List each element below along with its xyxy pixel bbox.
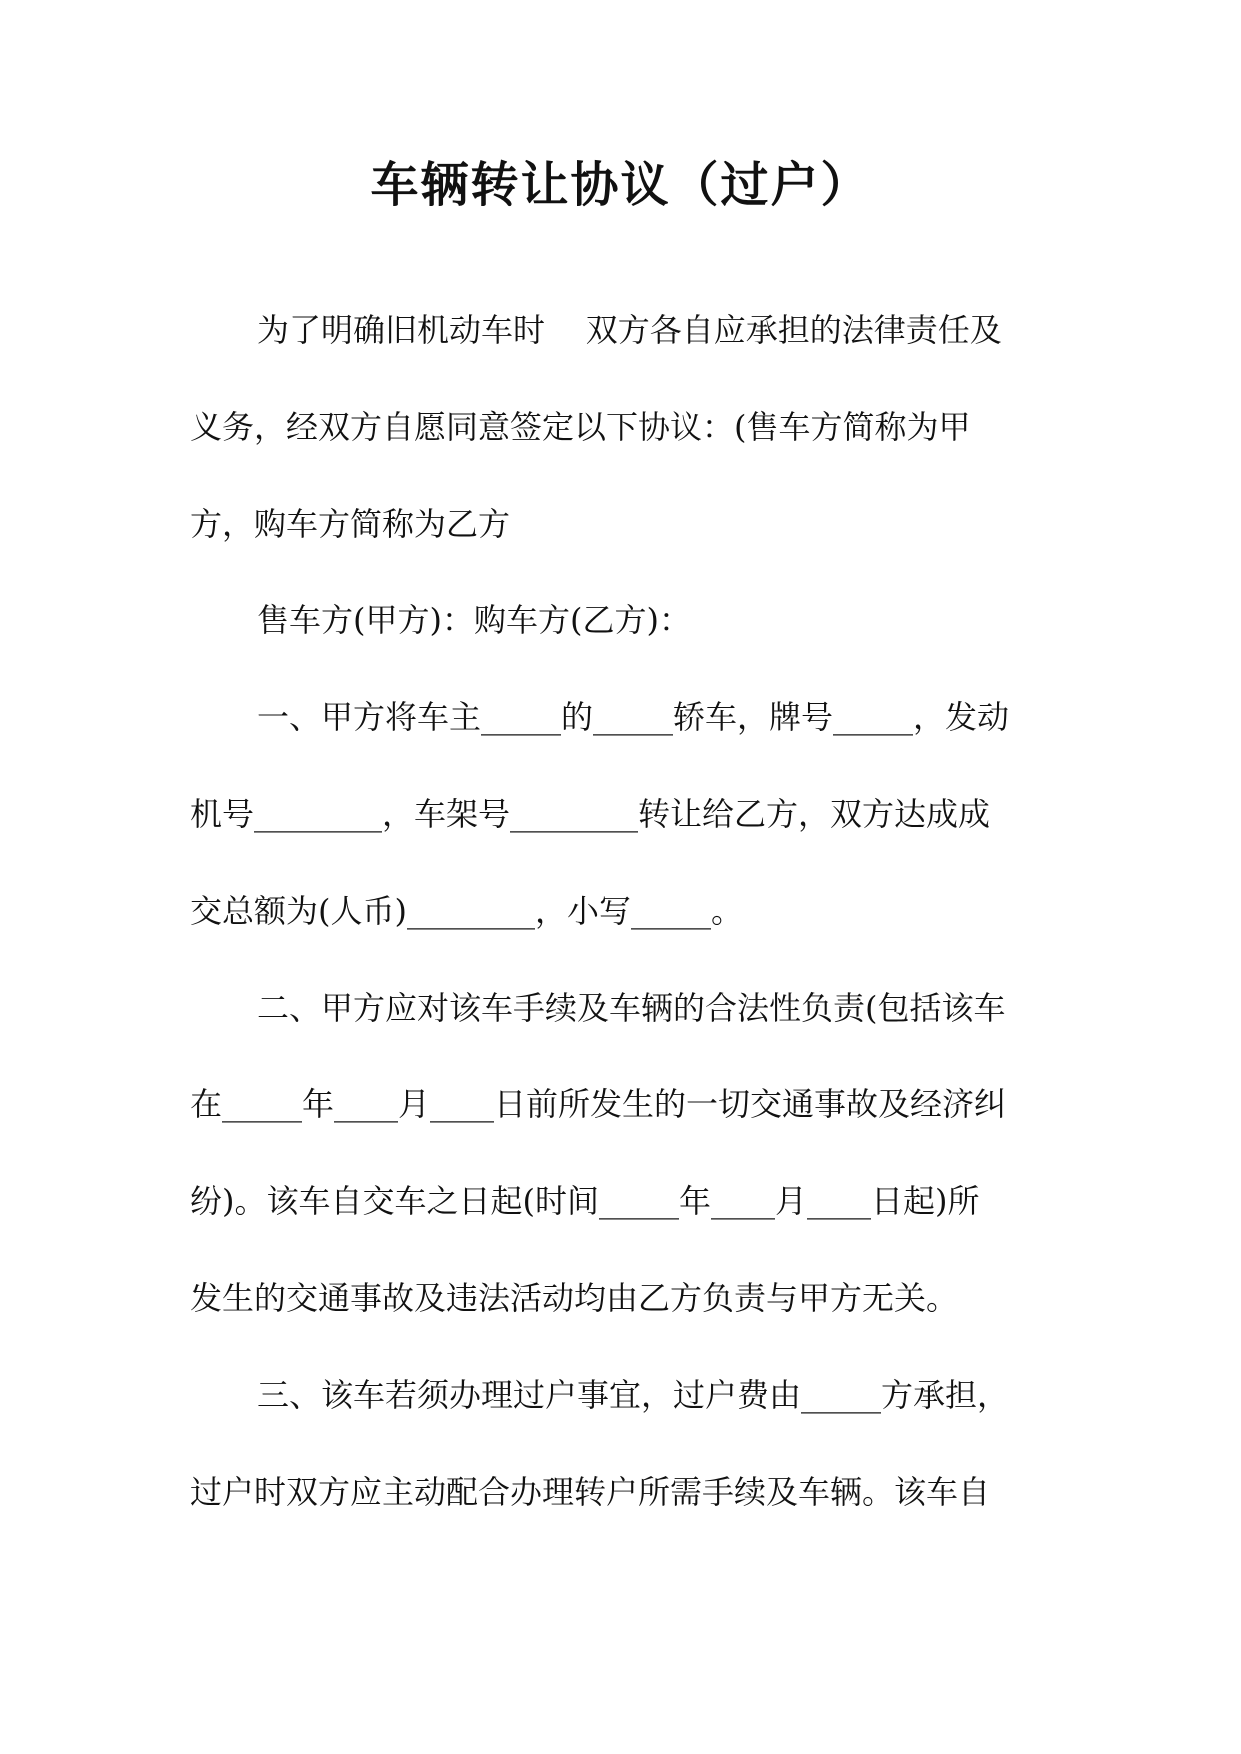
clause-3-line-1: 三、该车若须办理过户事宜，过户费由_____方承担， (257, 1376, 1010, 1414)
clause-2-line-4: 发生的交通事故及违法活动均由乙方负责与甲方无关。 (190, 1279, 959, 1317)
clause-2-line-1: 二、甲方应对该车手续及车辆的合法性负责(包括该车 (257, 989, 1006, 1027)
clause-3-line-2: 过户时双方应主动配合办理转户所需手续及车辆。该车自 (190, 1473, 991, 1511)
clause-2-line-2: 在_____年____月____日前所发生的一切交通事故及经济纠 (190, 1085, 1007, 1123)
parties-line: 售车方(甲方)：购车方(乙方)： (257, 601, 691, 639)
paragraph-1-line-1: 为了明确旧机动车时 双方各自应承担的法律责任及 (257, 311, 1002, 349)
clause-1-line-2: 机号________，车架号________转让给乙方，双方达成成 (190, 795, 991, 833)
paragraph-1-line-2: 义务，经双方自愿同意签定以下协议：(售车方简称为甲 (190, 408, 971, 446)
paragraph-1-line-3: 方，购车方简称为乙方 (190, 505, 511, 543)
clause-1-line-3: 交总额为(人币)________，小写_____。 (190, 892, 743, 930)
document-title: 车辆转让协议（过户） (370, 157, 871, 213)
clause-1-line-1: 一、甲方将车主_____的_____轿车，牌号_____，发动 (257, 698, 1010, 736)
clause-2-line-3: 纷)。该车自交车之日起(时间_____年____月____日起)所 (190, 1182, 980, 1220)
